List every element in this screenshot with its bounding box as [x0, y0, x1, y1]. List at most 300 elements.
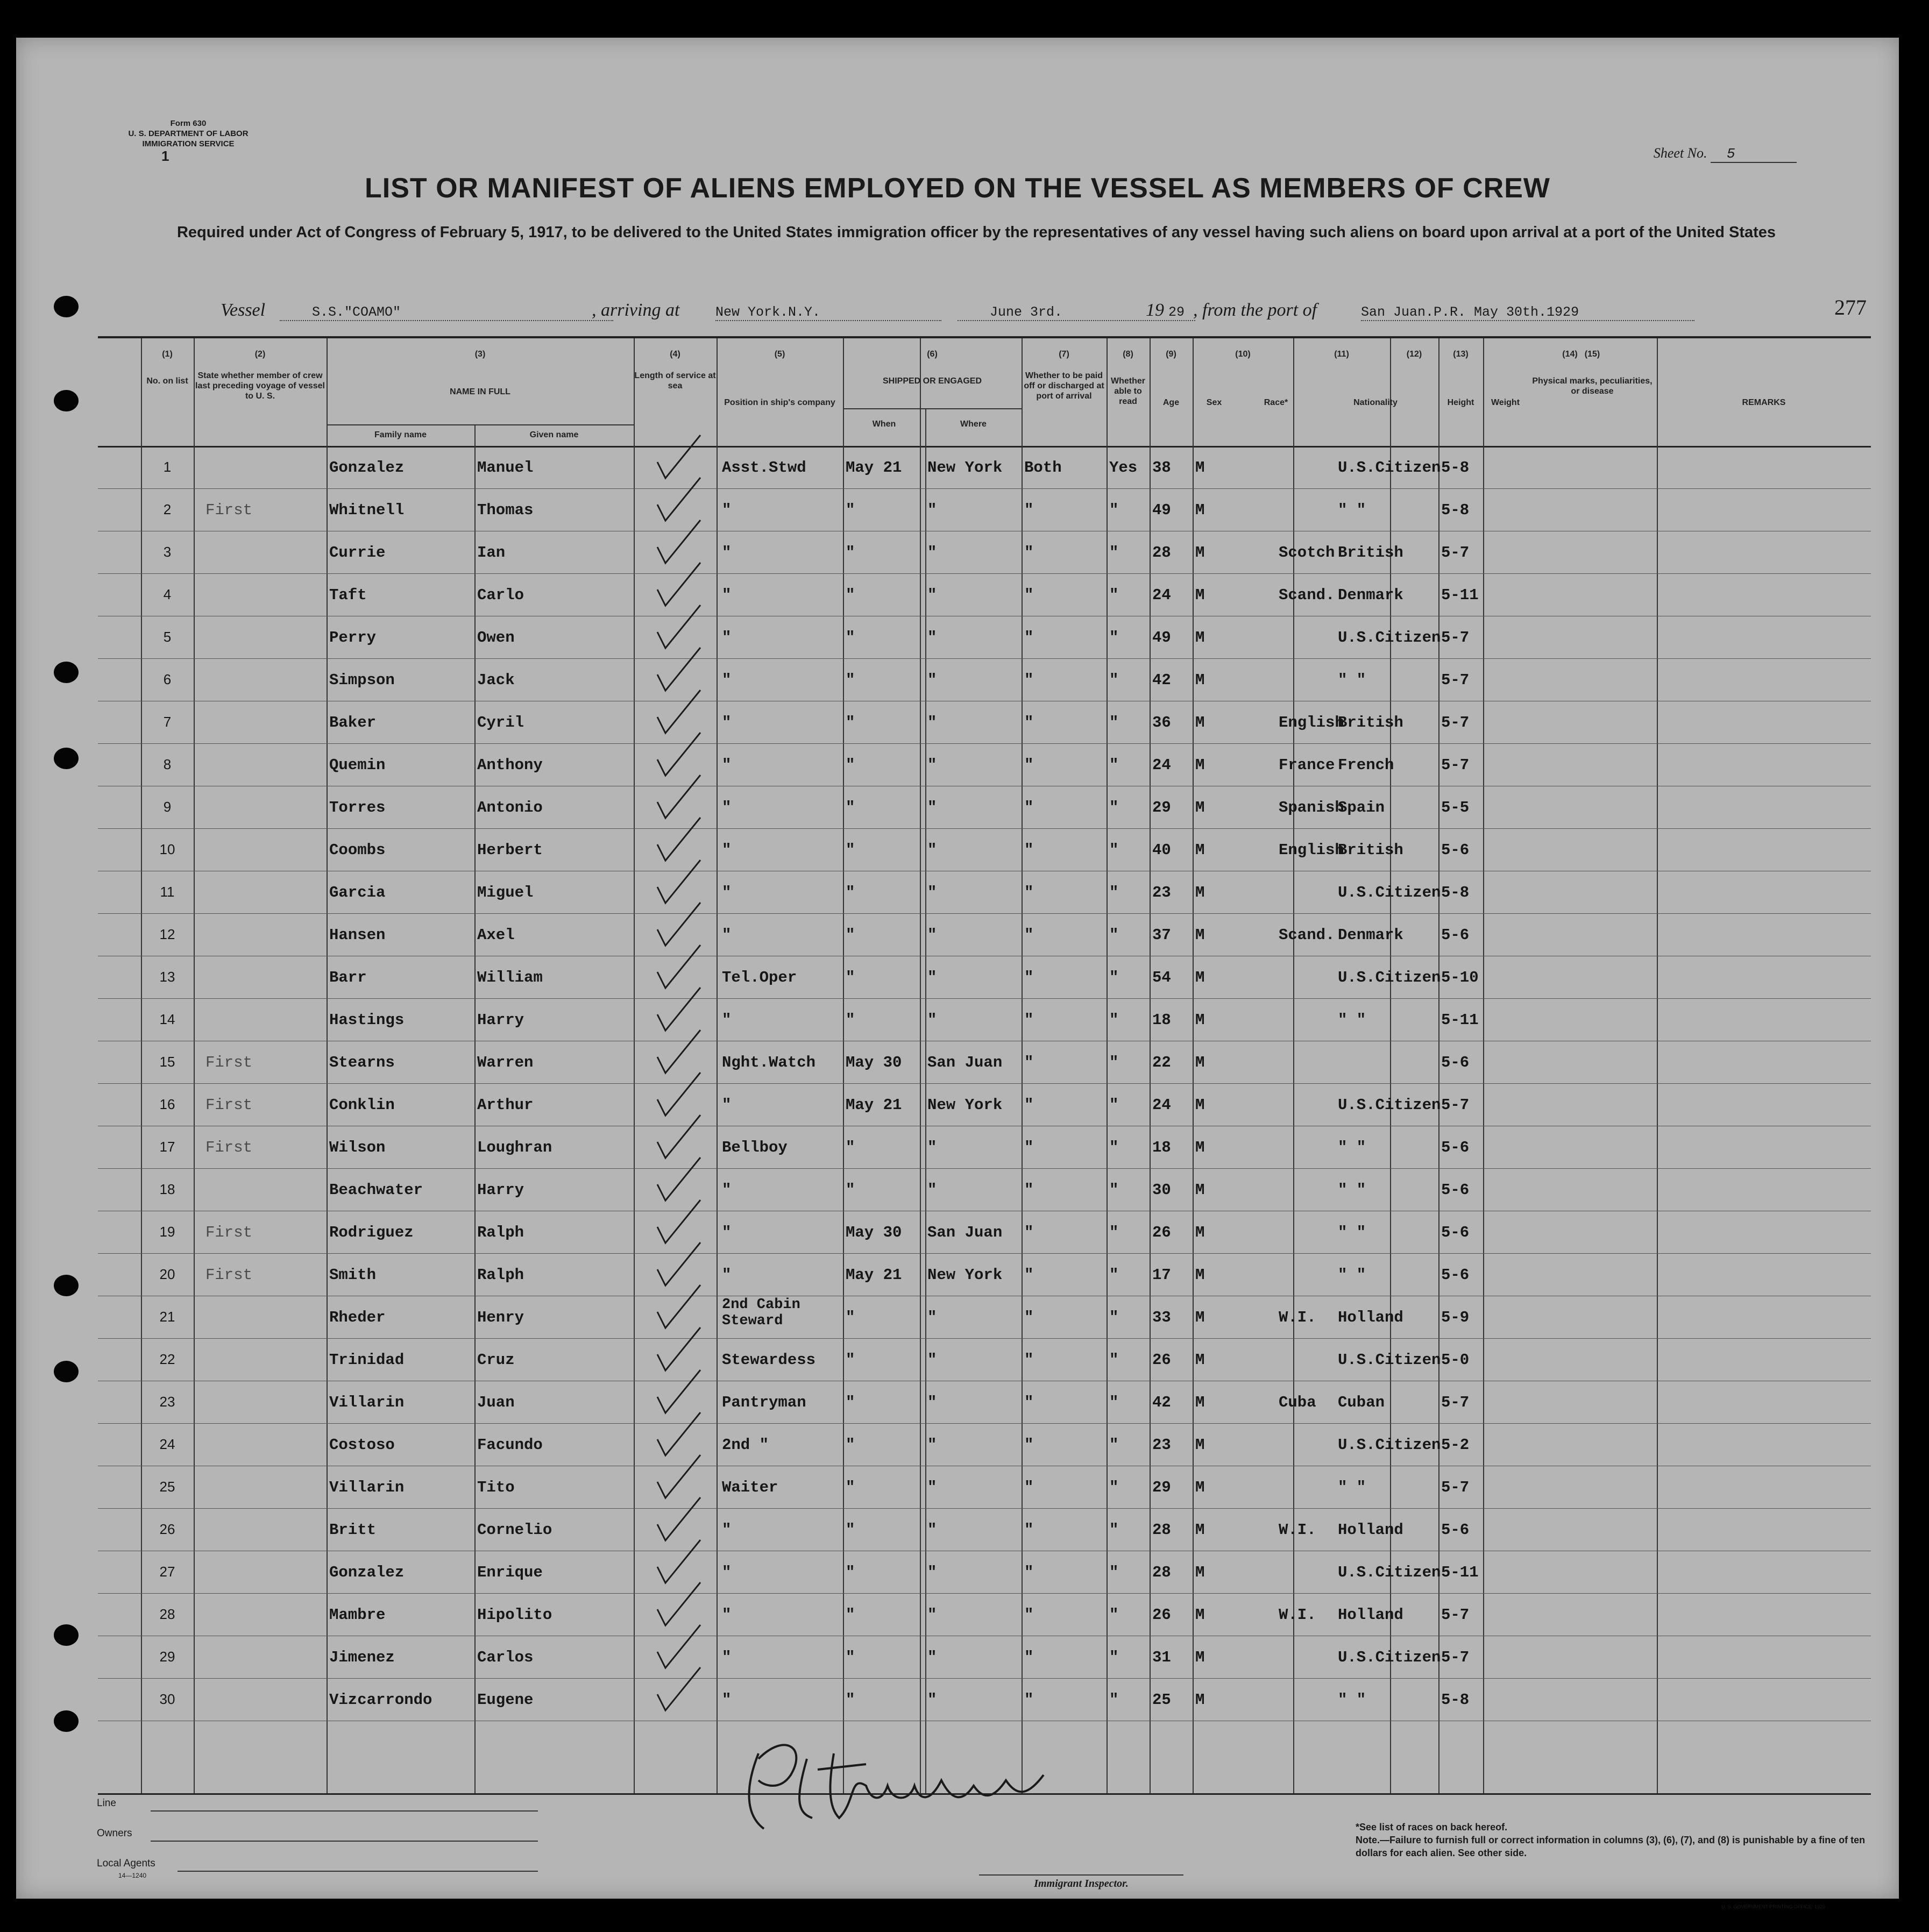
cell-sex: M [1195, 756, 1205, 774]
cell-height: 5-2 [1441, 1436, 1470, 1454]
cell-position: Tel.Oper [722, 969, 797, 986]
cell-read: " [1109, 1691, 1119, 1709]
cell-paid: " [1024, 1606, 1034, 1624]
cell-read: " [1109, 629, 1119, 647]
cell-given: Eugene [477, 1691, 534, 1709]
cell-race: W.I. [1279, 1309, 1316, 1326]
cell-where: New York [927, 459, 1003, 477]
cell-no: 5 [163, 629, 172, 645]
cell-family: Currie [329, 544, 386, 562]
column-number: (6) [927, 350, 938, 359]
cell-family: Coombs [329, 841, 386, 859]
shipped-header-divider [843, 408, 1022, 409]
column-number: (13) [1453, 350, 1469, 359]
cell-height: 5-6 [1441, 1266, 1470, 1284]
cell-where: " [927, 1564, 937, 1581]
cell-race: Scotch [1279, 544, 1335, 562]
cell-paid: " [1024, 586, 1034, 604]
cell-sex: M [1195, 629, 1205, 647]
header-paid-off: Whether to be paid off or discharged at port of arrival [1024, 371, 1104, 401]
cell-race: Scand. [1279, 926, 1335, 944]
cell-age: 30 [1152, 1181, 1171, 1199]
row-divider [98, 573, 1871, 574]
document-title: LIST OR MANIFEST OF ALIENS EMPLOYED ON THE VESSEL AS MEMBERS OF CREW [365, 173, 1550, 204]
cell-age: 18 [1152, 1011, 1171, 1029]
cell-when: " [846, 1139, 855, 1156]
cell-given: Tito [477, 1479, 515, 1496]
cell-given: Henry [477, 1309, 524, 1326]
cell-read: " [1109, 1096, 1119, 1114]
cell-when: " [846, 884, 855, 901]
cell-where: " [927, 884, 937, 901]
cell-age: 18 [1152, 1139, 1171, 1156]
cell-family: Vizcarrondo [329, 1691, 432, 1709]
manifest-sheet [16, 38, 1899, 1909]
row-divider [98, 1253, 1871, 1254]
punch-hole [54, 390, 79, 411]
cell-where: " [927, 969, 937, 986]
inspector-label: Immigrant Inspector. [979, 1874, 1183, 1890]
column-divider [634, 338, 635, 1793]
cell-no: 19 [159, 1224, 175, 1240]
cell-given: Manuel [477, 459, 534, 477]
cell-given: Cyril [477, 714, 524, 731]
cell-height: 5-11 [1441, 1564, 1479, 1581]
cell-given: Enrique [477, 1564, 543, 1581]
crew-table [98, 336, 1871, 1795]
cell-family: Hastings [329, 1011, 405, 1029]
cell-family: Gonzalez [329, 1564, 405, 1581]
cell-sex: M [1195, 969, 1205, 986]
cell-nationality: U.S.Citizen [1338, 459, 1441, 477]
cell-no: 8 [163, 756, 172, 772]
cell-when: " [846, 1394, 855, 1411]
cell-nationality: U.S.Citizen [1338, 884, 1441, 901]
cell-given: Carlos [477, 1649, 534, 1666]
cell-given: Ian [477, 544, 506, 562]
cell-where: " [927, 1649, 937, 1666]
arrival-date: June 3rd. [958, 304, 1167, 321]
cell-age: 23 [1152, 1436, 1171, 1454]
punch-hole [54, 1275, 79, 1296]
cell-paid: " [1024, 714, 1034, 731]
header-family-name: Family name [374, 430, 427, 439]
cell-paid: " [1024, 501, 1034, 519]
header-nationality: Nationality [1353, 398, 1398, 407]
cell-nationality: U.S.Citizen [1338, 1436, 1441, 1454]
cell-position: Asst.Stwd [722, 459, 806, 477]
header-age: Age [1162, 398, 1180, 407]
cell-sex: M [1195, 1054, 1205, 1071]
cell-read: " [1109, 969, 1119, 986]
cell-when: May 30 [846, 1224, 902, 1241]
cell-where: " [927, 1479, 937, 1496]
cell-height: 5-7 [1441, 544, 1470, 562]
cell-height: 5-6 [1441, 1224, 1470, 1241]
cell-when: " [846, 1181, 855, 1199]
cell-no: 3 [163, 544, 172, 560]
cell-paid: " [1024, 1266, 1034, 1284]
cell-read: " [1109, 1521, 1119, 1539]
cell-height: 5-8 [1441, 459, 1470, 477]
cell-paid: " [1024, 1139, 1034, 1156]
cell-when: " [846, 1564, 855, 1581]
arrival-port: New York.N.Y. [715, 304, 941, 321]
cell-age: 29 [1152, 799, 1171, 816]
header-shipped-or-engaged: SHIPPED OR ENGAGED [882, 377, 982, 386]
cell-sex: M [1195, 714, 1205, 731]
cell-where: " [927, 629, 937, 647]
cell-height: 5-7 [1441, 671, 1470, 689]
cell-race: English [1279, 714, 1344, 731]
cell-position: " [722, 1649, 732, 1666]
cell-family: Taft [329, 586, 367, 604]
cell-paid: Both [1024, 459, 1062, 477]
form-mark: 1 [161, 148, 169, 164]
cell-given: Loughran [477, 1139, 552, 1156]
column-number: (5) [774, 350, 785, 359]
cell-paid: " [1024, 1564, 1034, 1581]
cell-position: " [722, 1521, 732, 1539]
cell-nationality: U.S.Citizen [1338, 1351, 1441, 1369]
form-code: 14—1240 [118, 1872, 147, 1879]
cell-where: " [927, 1521, 937, 1539]
cell-nationality: " " [1338, 1479, 1366, 1496]
line-label: Line [97, 1798, 116, 1809]
cell-paid: " [1024, 799, 1034, 816]
cell-paid: " [1024, 1011, 1034, 1029]
cell-read: " [1109, 1351, 1119, 1369]
cell-height: 5-11 [1441, 1011, 1479, 1029]
cell-sex: M [1195, 1351, 1205, 1369]
cell-paid: " [1024, 1054, 1034, 1071]
cell-paid: " [1024, 1181, 1034, 1199]
cell-where: " [927, 756, 937, 774]
cell-position: " [722, 756, 732, 774]
cell-no: 22 [159, 1351, 175, 1367]
cell-when: " [846, 501, 855, 519]
cell-prev: First [205, 1224, 253, 1241]
cell-height: 5-7 [1441, 1096, 1470, 1114]
cell-position: " [722, 1011, 732, 1029]
cell-sex: M [1195, 586, 1205, 604]
cell-height: 5-7 [1441, 1606, 1470, 1624]
cell-given: Warren [477, 1054, 534, 1071]
cell-where: " [927, 799, 937, 816]
header-length-of-service: Length of service at sea [634, 371, 716, 390]
cell-sex: M [1195, 1139, 1205, 1156]
cell-when: " [846, 629, 855, 647]
row-divider [98, 1508, 1871, 1509]
cell-paid: " [1024, 1691, 1034, 1709]
cell-height: 5-7 [1441, 1479, 1470, 1496]
cell-sex: M [1195, 1479, 1205, 1496]
cell-position: Pantryman [722, 1394, 806, 1411]
cell-race: Cuba [1279, 1394, 1316, 1411]
cell-where: " [927, 926, 937, 944]
cell-when: May 21 [846, 1096, 902, 1114]
cell-given: William [477, 969, 543, 986]
cell-age: 17 [1152, 1266, 1171, 1284]
cell-nationality: Denmark [1338, 586, 1403, 604]
cell-position: " [722, 884, 732, 901]
cell-read: " [1109, 1139, 1119, 1156]
cell-when: " [846, 926, 855, 944]
cell-height: 5-10 [1441, 969, 1479, 986]
cell-position: " [722, 544, 732, 562]
cell-nationality: " " [1338, 1011, 1366, 1029]
column-number: (4) [670, 350, 680, 359]
cell-age: 54 [1152, 969, 1171, 986]
cell-where: " [927, 1436, 937, 1454]
cell-prev: First [205, 501, 253, 519]
cell-paid: " [1024, 671, 1034, 689]
cell-when: " [846, 714, 855, 731]
local-agents-field [178, 1871, 538, 1872]
cell-position: 2nd " [722, 1436, 769, 1454]
column-number: (2) [254, 350, 266, 359]
cell-given: Cornelio [477, 1521, 552, 1539]
vessel-label: Vessel [221, 300, 266, 320]
cell-where: " [927, 1309, 937, 1326]
row-divider [98, 658, 1871, 659]
cell-sex: M [1195, 884, 1205, 901]
cell-when: " [846, 1521, 855, 1539]
cell-paid: " [1024, 1309, 1034, 1326]
cell-no: 18 [159, 1181, 175, 1197]
cell-age: 24 [1152, 1096, 1171, 1114]
cell-no: 2 [163, 501, 172, 517]
cell-age: 24 [1152, 756, 1171, 774]
column-number: (7) [1059, 350, 1069, 359]
cell-prev: First [205, 1139, 253, 1156]
cell-age: 38 [1152, 459, 1171, 477]
cell-height: 5-7 [1441, 756, 1470, 774]
cell-read: " [1109, 714, 1119, 731]
service-name: IMMIGRATION SERVICE [142, 139, 235, 148]
cell-height: 5-6 [1441, 1054, 1470, 1071]
cell-read: " [1109, 544, 1119, 562]
cell-given: Carlo [477, 586, 524, 604]
cell-age: 28 [1152, 1564, 1171, 1581]
cell-when: " [846, 1309, 855, 1326]
cell-given: Antonio [477, 799, 543, 816]
cell-family: Stearns [329, 1054, 395, 1071]
header-race: Race* [1264, 398, 1288, 407]
cell-position: 2nd Cabin Steward [722, 1297, 800, 1329]
cell-no: 6 [163, 671, 172, 687]
cell-when: " [846, 1479, 855, 1496]
cell-when: " [846, 1011, 855, 1029]
vessel-line [221, 300, 1829, 327]
cell-paid: " [1024, 841, 1034, 859]
column-divider [194, 338, 195, 1793]
departure-port: San Juan.P.R. May 30th.1929 [1361, 304, 1694, 321]
cell-race: France [1279, 756, 1335, 774]
cell-sex: M [1195, 459, 1205, 477]
cell-age: 28 [1152, 1521, 1171, 1539]
cell-nationality: Cuban [1338, 1394, 1385, 1411]
cell-read: " [1109, 1054, 1119, 1071]
cell-age: 26 [1152, 1606, 1171, 1624]
cell-no: 21 [159, 1309, 175, 1325]
cell-where: " [927, 1394, 937, 1411]
cell-family: Beachwater [329, 1181, 423, 1199]
cell-when: " [846, 1649, 855, 1666]
punch-hole [54, 1361, 79, 1382]
owners-label: Owners [97, 1828, 132, 1839]
cell-sex: M [1195, 671, 1205, 689]
sheet-number [1654, 145, 1797, 163]
row-divider [98, 998, 1871, 999]
owners-field [151, 1841, 538, 1842]
cell-family: Rheder [329, 1309, 386, 1326]
header-able-to-read: Whether able to read [1111, 377, 1145, 406]
cell-paid: " [1024, 629, 1034, 647]
cell-given: Jack [477, 671, 515, 689]
cell-where: " [927, 841, 937, 859]
cell-family: Smith [329, 1266, 377, 1284]
row-divider [98, 743, 1871, 744]
cell-no: 1 [163, 459, 172, 475]
cell-height: 5-6 [1441, 1181, 1470, 1199]
cell-given: Thomas [477, 501, 534, 519]
cell-nationality: " " [1338, 671, 1366, 689]
cell-given: Harry [477, 1181, 524, 1199]
cell-paid: " [1024, 926, 1034, 944]
cell-age: 26 [1152, 1351, 1171, 1369]
cell-where: New York [927, 1096, 1003, 1114]
name-header-divider [327, 424, 634, 425]
cell-sex: M [1195, 1309, 1205, 1326]
cell-family: Villarin [329, 1394, 405, 1411]
row-divider [98, 488, 1871, 489]
cell-given: Hipolito [477, 1606, 552, 1624]
row-divider [98, 1593, 1871, 1594]
footnote [1356, 1821, 1867, 1859]
column-number: (8) [1123, 350, 1133, 359]
check-mark-icon [641, 1662, 722, 1721]
cell-paid: " [1024, 1436, 1034, 1454]
cell-height: 5-0 [1441, 1351, 1470, 1369]
cell-position: " [722, 1564, 732, 1581]
cell-family: Torres [329, 799, 386, 816]
cell-sex: M [1195, 1096, 1205, 1114]
cell-when: May 30 [846, 1054, 902, 1071]
cell-where: " [927, 1351, 937, 1369]
cell-no: 26 [159, 1521, 175, 1537]
cell-height: 5-7 [1441, 1649, 1470, 1666]
cell-read: " [1109, 926, 1119, 944]
cell-no: 16 [159, 1096, 175, 1112]
arriving-label: , arriving at [592, 300, 680, 320]
cell-given: Ralph [477, 1266, 524, 1284]
name-subcolumn-divider [474, 424, 476, 1793]
sheet-number-value: 5 [1711, 146, 1797, 163]
cell-no: 12 [159, 926, 175, 942]
cell-given: Harry [477, 1011, 524, 1029]
cell-where: " [927, 586, 937, 604]
cell-sex: M [1195, 1266, 1205, 1284]
cell-read: " [1109, 1394, 1119, 1411]
cell-nationality: British [1338, 841, 1403, 859]
cell-sex: M [1195, 1394, 1205, 1411]
printer-imprint: U. S. GOVERNMENT PRINTING OFFICE: 1929 [1721, 1904, 1825, 1909]
cell-nationality: U.S.Citizen [1338, 629, 1441, 647]
cell-read: " [1109, 1479, 1119, 1496]
cell-when: " [846, 1436, 855, 1454]
column-number: (10) [1235, 350, 1251, 359]
cell-given: Owen [477, 629, 515, 647]
cell-family: Baker [329, 714, 377, 731]
line-field [151, 1810, 538, 1812]
cell-where: " [927, 544, 937, 562]
cell-age: 24 [1152, 586, 1171, 604]
cell-sex: M [1195, 1181, 1205, 1199]
cell-sex: M [1195, 1436, 1205, 1454]
cell-family: Costoso [329, 1436, 395, 1454]
cell-no: 24 [159, 1436, 175, 1452]
cell-position: Bellboy [722, 1139, 788, 1156]
cell-family: Mambre [329, 1606, 386, 1624]
cell-where: " [927, 1139, 937, 1156]
document-subtitle: Required under Act of Congress of February 5, 1917, to be delivered to the United States immigration officer by the representatives of any vessel having such aliens on board upon arrival at a port of the United States [176, 224, 1776, 241]
header-no-on-list: No. on list [146, 377, 188, 386]
vessel-name: S.S."COAMO" [280, 304, 613, 321]
cell-position: Nght.Watch [722, 1054, 816, 1071]
cell-no: 30 [159, 1691, 175, 1707]
row-divider [98, 828, 1871, 829]
cell-height: 5-6 [1441, 841, 1470, 859]
cell-family: Villarin [329, 1479, 405, 1496]
cell-race: Scand. [1279, 586, 1335, 604]
cell-paid: " [1024, 1351, 1034, 1369]
cell-age: 23 [1152, 884, 1171, 901]
row-divider [98, 1168, 1871, 1169]
cell-read: " [1109, 1224, 1119, 1241]
header-weight: Weight [1491, 398, 1520, 407]
cell-read: " [1109, 1011, 1119, 1029]
column-divider [327, 338, 328, 1793]
cell-read: " [1109, 1181, 1119, 1199]
header-divider [98, 446, 1871, 448]
cell-age: 31 [1152, 1649, 1171, 1666]
cell-when: " [846, 1691, 855, 1709]
race-footnote: *See list of races on back hereof. [1356, 1822, 1508, 1832]
cell-sex: M [1195, 926, 1205, 944]
cell-height: 5-7 [1441, 1394, 1470, 1411]
header-height: Height [1447, 398, 1474, 407]
cell-nationality: British [1338, 544, 1403, 562]
cell-when: " [846, 1606, 855, 1624]
cell-family: Wilson [329, 1139, 386, 1156]
cell-position: " [722, 841, 732, 859]
cell-sex: M [1195, 544, 1205, 562]
cell-age: 29 [1152, 1479, 1171, 1496]
cell-nationality: " " [1338, 1224, 1366, 1241]
column-divider [1022, 338, 1023, 1793]
cell-no: 14 [159, 1011, 175, 1027]
cell-position: " [722, 799, 732, 816]
cell-no: 25 [159, 1479, 175, 1495]
cell-family: Rodriguez [329, 1224, 414, 1241]
cell-no: 17 [159, 1139, 175, 1155]
cell-nationality: Holland [1338, 1521, 1403, 1539]
cell-position: Stewardess [722, 1351, 816, 1369]
header-physical-marks: Physical marks, peculiarities, or disease [1532, 377, 1653, 396]
cell-read: " [1109, 1309, 1119, 1326]
cell-sex: M [1195, 799, 1205, 816]
